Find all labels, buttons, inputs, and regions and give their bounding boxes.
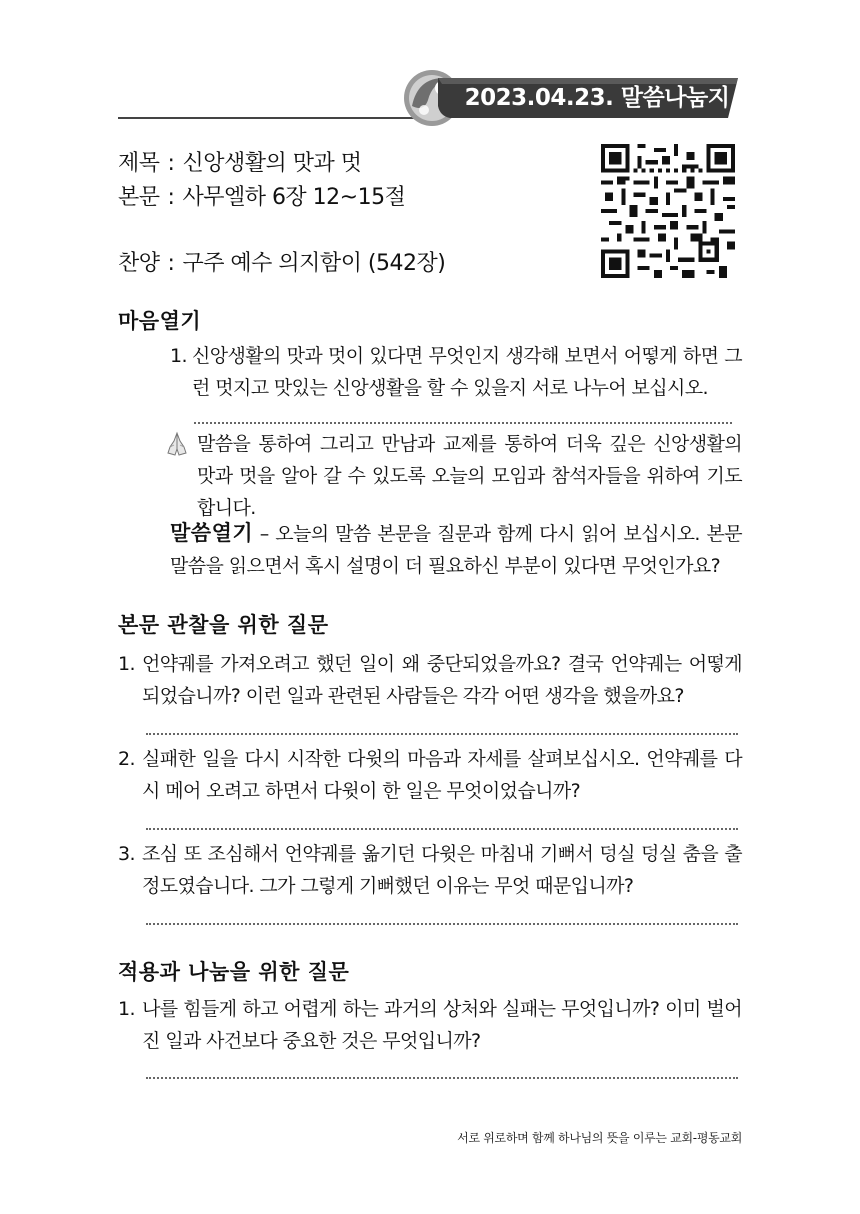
title-row: [118, 146, 361, 177]
answer-line: [146, 828, 738, 830]
footer-text: 서로 위로하며 함께 하나님의 뜻을 이루는 교회-평동교회: [457, 1131, 742, 1145]
question-text: 실패한 일을 다시 시작한 다윗의 마음과 자세를 살펴보십시오. 언약궤를 다시 메어 오려고 하면서 다윗이 한 일은 무엇이었습니까?: [142, 748, 742, 802]
question-number: 2.: [118, 748, 135, 770]
header-date-title: 2023.04.23. 말씀나눔지: [464, 85, 730, 111]
hymn-row: [118, 246, 445, 277]
application-heading: 적용과 나눔을 위한 질문: [118, 960, 350, 984]
hymn-value: 구주 예수 의지함이 (542장): [182, 251, 446, 276]
answer-line: [146, 733, 738, 735]
title-value: 신앙생활의 맛과 멋: [182, 151, 362, 176]
question-number: 1.: [170, 345, 187, 367]
list-item: [118, 838, 742, 902]
hymn-label: 찬양: [118, 251, 160, 276]
scripture-value: 사무엘하 6장 12~15절: [182, 185, 406, 210]
open-word-paragraph: [118, 517, 742, 582]
scripture-label: 본문: [118, 185, 160, 210]
question-text: 언약궤를 가져오려고 했던 일이 왜 중단되었을까요? 결국 언약궤는 어떻게 되었습니까? 이런 일과 관련된 사람들은 각각 어떤 생각을 했을까요?: [142, 653, 742, 707]
prayer-text: 말씀을 통하여 그리고 만남과 교제를 통하여 더욱 깊은 신앙생활의 맛과 멋을 알아 갈 수 있도록 오늘의 모임과 참석자들을 위하여 기도합니다.: [197, 433, 742, 519]
list-item: [118, 993, 742, 1057]
open-word-heading: 말씀열기: [170, 521, 254, 545]
separator: :: [167, 185, 175, 210]
open-word-text: – 오늘의 말씀 본문을 질문과 함께 다시 읽어 보십시오. 본문 말씀을 읽으면서 혹시 설명이 더 필요하신 부분이 있다면 무엇인가요?: [170, 523, 742, 577]
answer-line: [146, 923, 738, 925]
question-text: 조심 또 조심해서 언약궤를 옮기던 다윗은 마침내 기뻐서 덩실 덩실 춤을 출 정도였습니다. 그가 그렇게 기뻐했던 이유는 무엇 때문입니까?: [142, 843, 742, 897]
header-rule: [118, 117, 418, 119]
observation-heading: 본문 관찰을 위한 질문: [118, 613, 329, 637]
question-number: 3.: [118, 843, 135, 865]
list-item: [118, 648, 742, 712]
list-item: [118, 743, 742, 807]
separator: :: [167, 251, 175, 276]
title-label: 제목: [118, 151, 160, 176]
answer-line: [194, 422, 732, 424]
open-heart-heading: 마음열기: [118, 309, 202, 333]
list-item: [170, 340, 742, 404]
separator: :: [167, 151, 175, 176]
question-text: 신앙생활의 맛과 멋이 있다면 무엇인지 생각해 보면서 어떻게 하면 그런 멋지고 맛있는 신앙생활을 할 수 있을지 서로 나누어 보십시오.: [192, 345, 742, 399]
question-text: 나를 힘들게 하고 어렵게 하는 과거의 상처와 실패는 무엇입니까? 이미 벌어진 일과 사건보다 중요한 것은 무엇입니까?: [142, 998, 742, 1052]
question-number: 1.: [118, 653, 135, 675]
question-number: 1.: [118, 998, 135, 1020]
scripture-row: [118, 180, 405, 211]
answer-line: [146, 1077, 738, 1079]
qr-code-icon[interactable]: [601, 144, 735, 278]
praying-hands-icon: [166, 431, 188, 457]
